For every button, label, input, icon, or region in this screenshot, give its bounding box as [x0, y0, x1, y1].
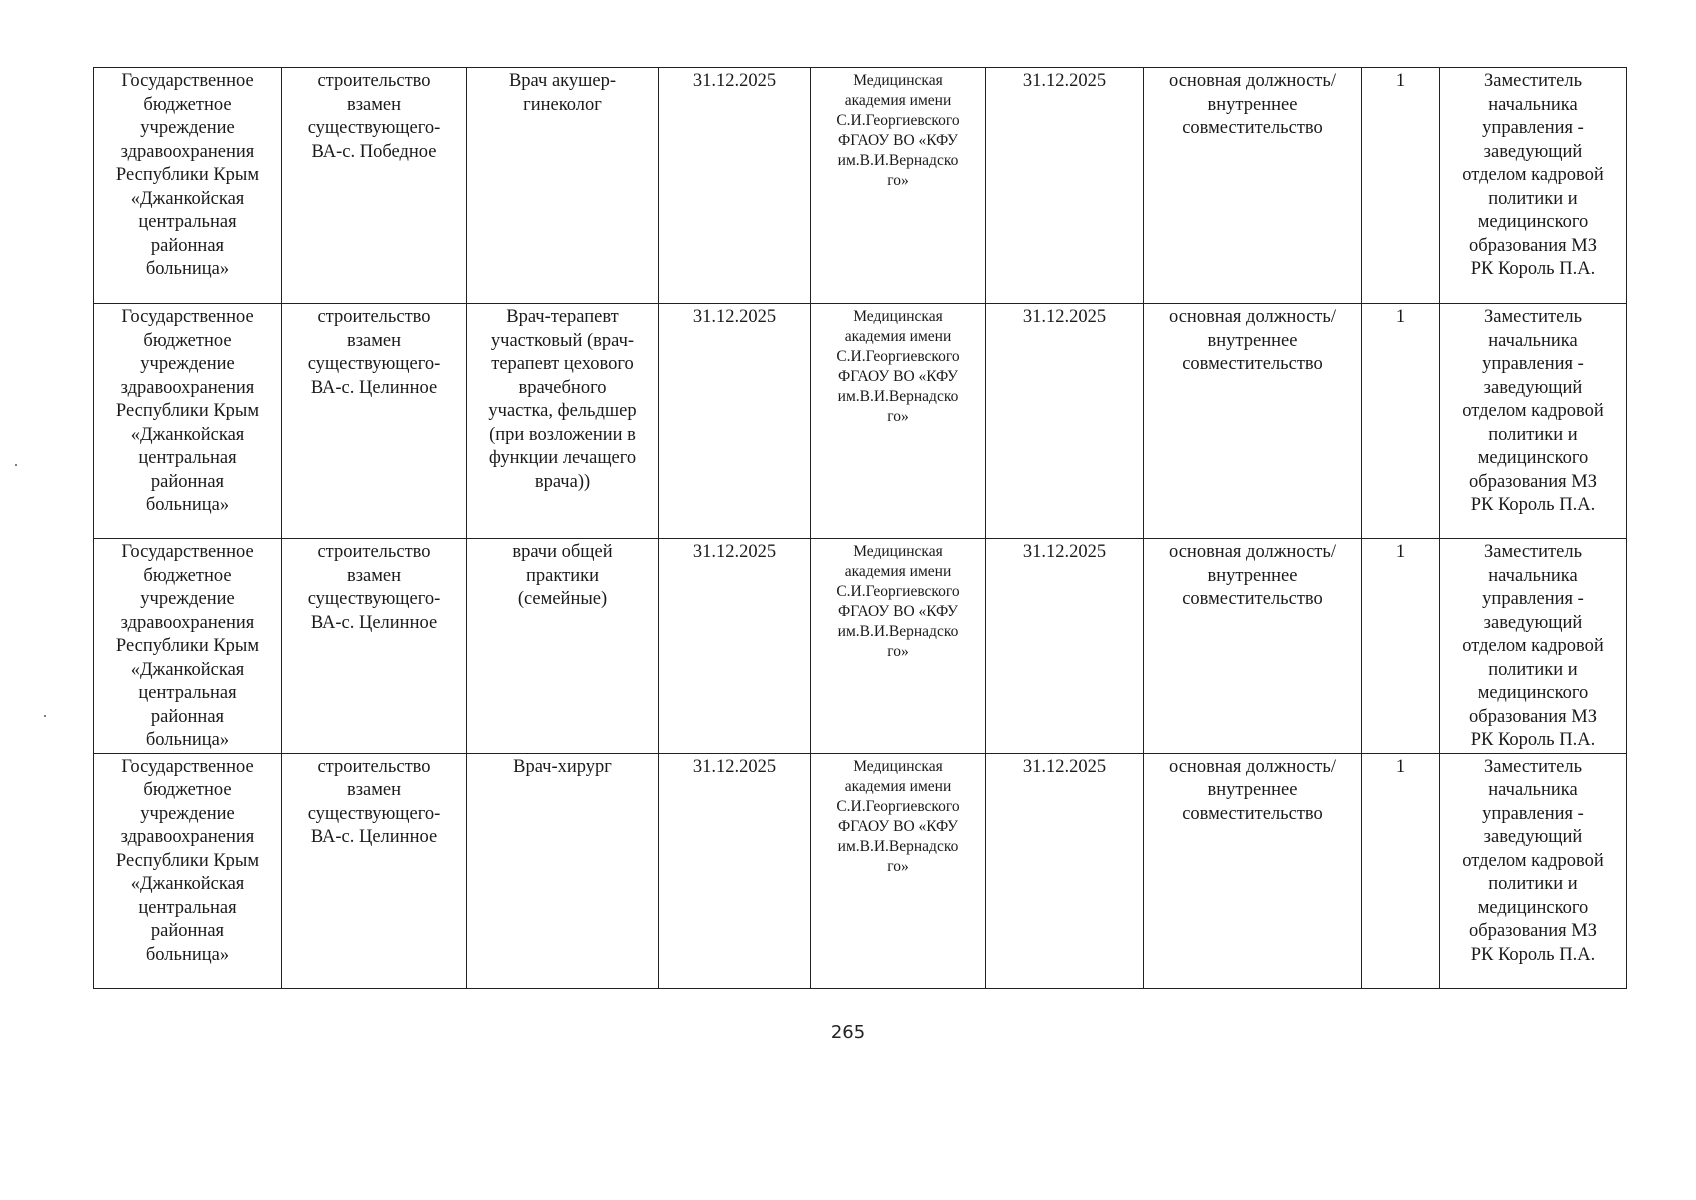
responsible-person-cell: Заместитель начальника управления - заведующий отделом кадровой политики и медицинского образования МЗ РК Король П.А. — [1440, 753, 1627, 988]
responsible-person-cell: Заместитель начальника управления - заведующий отделом кадровой политики и медицинского образования МЗ РК Король П.А. — [1440, 68, 1627, 304]
page-number: 265 — [830, 1022, 866, 1043]
deadline-date-cell: 31.12.2025 — [659, 753, 811, 988]
position-cell: Врач-хирург — [467, 753, 659, 988]
institution-cell: Государственное бюджетное учреждение здравоохранения Республики Крым «Джанкойская центральная районная больница» — [94, 753, 282, 988]
count-cell: 1 — [1362, 753, 1440, 988]
responsible-person-cell: Заместитель начальника управления - заведующий отделом кадровой политики и медицинского образования МЗ РК Король П.А. — [1440, 539, 1627, 754]
academy-cell: Медицинская академия имени С.И.Георгиевского ФГАОУ ВО «КФУ им.В.И.Вернадско го» — [811, 753, 986, 988]
deadline-date-cell: 31.12.2025 — [659, 68, 811, 304]
table-row — [94, 68, 1627, 304]
position-cell: Врач-терапевт участковый (врач- терапевт цехового врачебного участка, фельдшер (при возложении в функции лечащего врача)) — [467, 304, 659, 539]
employment-type-cell: основная должность/ внутреннее совместительство — [1144, 68, 1362, 304]
completion-date-cell: 31.12.2025 — [986, 753, 1144, 988]
deadline-date-cell: 31.12.2025 — [659, 539, 811, 754]
employment-type-cell: основная должность/ внутреннее совместительство — [1144, 539, 1362, 754]
institution-cell: Государственное бюджетное учреждение здравоохранения Республики Крым «Джанкойская центральная районная больница» — [94, 304, 282, 539]
staffing-table — [93, 67, 1627, 989]
responsible-person-cell: Заместитель начальника управления - заведующий отделом кадровой политики и медицинского образования МЗ РК Король П.А. — [1440, 304, 1627, 539]
institution-cell: Государственное бюджетное учреждение здравоохранения Республики Крым «Джанкойская центральная районная больница» — [94, 68, 282, 304]
scan-speck — [15, 464, 17, 466]
scan-speck — [44, 715, 46, 717]
activity-cell: строительство взамен существующего- ВА-с. Победное — [282, 68, 467, 304]
table-row — [94, 753, 1627, 988]
table-row — [94, 304, 1627, 539]
position-cell: врачи общей практики (семейные) — [467, 539, 659, 754]
deadline-date-cell: 31.12.2025 — [659, 304, 811, 539]
academy-cell: Медицинская академия имени С.И.Георгиевского ФГАОУ ВО «КФУ им.В.И.Вернадско го» — [811, 539, 986, 754]
academy-cell: Медицинская академия имени С.И.Георгиевского ФГАОУ ВО «КФУ им.В.И.Вернадско го» — [811, 68, 986, 304]
position-cell: Врач акушер- гинеколог — [467, 68, 659, 304]
employment-type-cell: основная должность/ внутреннее совместительство — [1144, 753, 1362, 988]
completion-date-cell: 31.12.2025 — [986, 304, 1144, 539]
activity-cell: строительство взамен существующего- ВА-с. Целинное — [282, 539, 467, 754]
activity-cell: строительство взамен существующего- ВА-с. Целинное — [282, 753, 467, 988]
academy-cell: Медицинская академия имени С.И.Георгиевского ФГАОУ ВО «КФУ им.В.И.Вернадско го» — [811, 304, 986, 539]
count-cell: 1 — [1362, 304, 1440, 539]
count-cell: 1 — [1362, 539, 1440, 754]
completion-date-cell: 31.12.2025 — [986, 68, 1144, 304]
table-row — [94, 539, 1627, 754]
institution-cell: Государственное бюджетное учреждение здравоохранения Республики Крым «Джанкойская центральная районная больница» — [94, 539, 282, 754]
employment-type-cell: основная должность/ внутреннее совместительство — [1144, 304, 1362, 539]
completion-date-cell: 31.12.2025 — [986, 539, 1144, 754]
activity-cell: строительство взамен существующего- ВА-с. Целинное — [282, 304, 467, 539]
count-cell: 1 — [1362, 68, 1440, 304]
